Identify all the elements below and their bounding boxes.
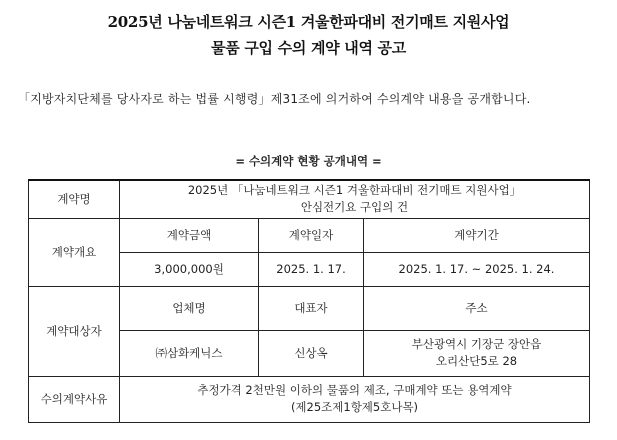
address-cell: [364, 330, 590, 376]
contract-name-line2: 안심전기요 구입의 건: [300, 200, 409, 215]
address-line2: 오리산단5로 28: [435, 354, 518, 368]
document-title-line1: 2025년 나눔네트워크 시즌1 겨울한파대비 전기매트 지원사업: [107, 13, 510, 31]
company-header: 업체명: [120, 286, 259, 330]
date-header: 계약일자: [259, 218, 364, 252]
company-value: ㈜삼화케닉스: [120, 330, 259, 376]
reason-line2: (제25조제1항제5호나목): [290, 400, 419, 414]
overview-label: 계약개요: [29, 218, 120, 286]
contract-name-label: 계약명: [29, 180, 120, 218]
date-value: 2025. 1. 17.: [259, 252, 364, 286]
overview-header-row: [29, 218, 590, 252]
reason-row: [29, 376, 590, 422]
address-line1: 부산광역시 기장군 장안읍: [411, 337, 542, 351]
party-header-row: [29, 286, 590, 330]
reason-label: 수의계약사유: [29, 376, 120, 422]
section-title: = 수의계약 현황 공개내역 =: [235, 154, 382, 168]
contract-name-cell: [120, 180, 590, 218]
intro-paragraph: 「지방자치단체를 당사자로 하는 법률 시행령」제31조에 의거하여 수의계약 내용을 공개합니다.: [18, 92, 531, 106]
rep-value: 신상옥: [259, 330, 364, 376]
period-header: 계약기간: [364, 218, 590, 252]
amount-value: 3,000,000원: [120, 252, 259, 286]
document-title-line2: 물품 구입 수의 계약 내역 공고: [211, 39, 406, 57]
party-label: 계약대상자: [29, 286, 120, 376]
reason-line1: 추정가격 2천만원 이하의 물품의 제조, 구매계약 또는 용역계약: [197, 383, 512, 397]
contract-name-row: [29, 180, 590, 218]
amount-header: 계약금액: [120, 218, 259, 252]
rep-header: 대표자: [259, 286, 364, 330]
reason-cell: [120, 376, 590, 422]
period-value: 2025. 1. 17. ~ 2025. 1. 24.: [364, 252, 590, 286]
contract-table: [28, 179, 590, 423]
address-header: 주소: [364, 286, 590, 330]
contract-name-line1: 2025년 「나눔네트워크 시즌1 겨울한파대비 전기매트 지원사업」: [187, 183, 522, 198]
